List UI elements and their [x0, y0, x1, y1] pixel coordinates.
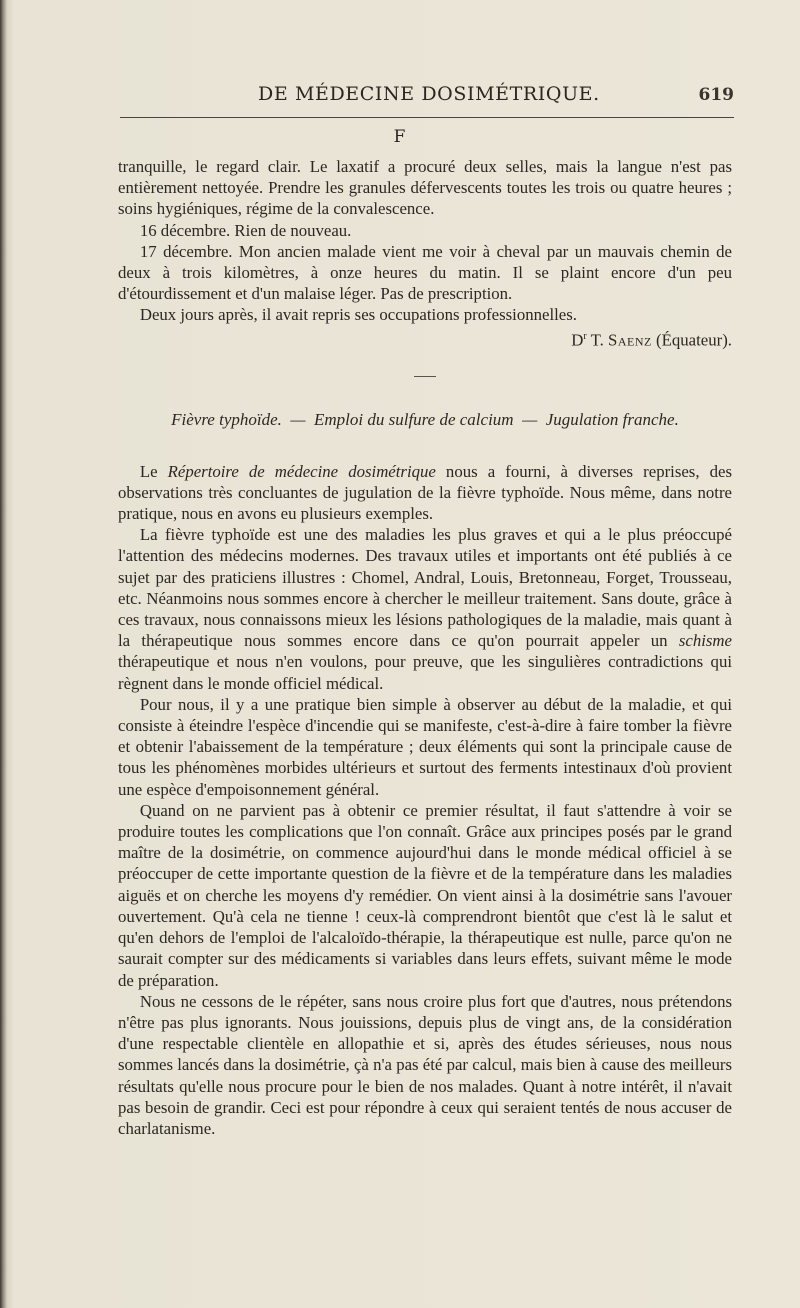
- page-header: [118, 83, 734, 113]
- author-place: (Équateur).: [656, 330, 732, 350]
- p2-part-2: thérapeutique et nous n'en voulons, pour preuve, que les singulières contradictions qui règnent dans le monde officiel médical.: [118, 652, 732, 693]
- article-heading: [118, 409, 732, 430]
- heading-separator-2: —: [522, 410, 538, 430]
- heading-part-1: Fièvre typhoïde.: [171, 410, 282, 430]
- header-rule: [120, 117, 734, 118]
- heading-part-2: Emploi du sulfure de calcium: [314, 410, 514, 430]
- schisme-term: schisme: [678, 631, 732, 651]
- running-title: DE MÉDECINE DOSIMÉTRIQUE.: [258, 83, 600, 105]
- page-body: [118, 156, 732, 1139]
- journal-title: Répertoire de médecine dosimétrique: [167, 461, 436, 481]
- article-paragraph-1: [118, 461, 732, 525]
- article-paragraph-3: Pour nous, il y a une pratique bien simple à observer au début de la maladie, et qui consiste à éteindre l'espèce d'incendie qui se manifeste, c'est-à-dire à faire tomber la fièvre et obtenir l'abaissement de la température ; deux éléments qui sont la principale cause de tous les phénomènes morbides ultérieurs et surtout des ferments intestinaux d'où provient une espèce d'empoisonnement général.: [118, 694, 732, 799]
- p1-rest: nous a fourni, à diverses reprises, des observations très concluantes de jugulation de la fièvre typhoïde. Nous même, dans notre pratique, nous en avons eu plusieurs exemples.: [118, 461, 732, 524]
- p2-part-1: La fièvre typhoïde est une des maladies les plus graves et qui a le plus préoccupé l'attention des médecins modernes. Des travaux utiles et importants ont été publiés à ce sujet par des praticiens illustres : Chomel, Andral, Louis, Bretonneau, Forget, Trousseau, etc. Néanmoins nous sommes encore à chercher le meilleur traitement. Sans doute, grâce à ces travaux, nous connaissons mieux les lésions pathologiques de la maladie, mais quant à la thérapeutique nous sommes encore dans ce qu'on pourrait appeler un: [118, 525, 732, 651]
- author-prefix: D: [571, 330, 584, 350]
- author-signature: [118, 326, 732, 351]
- article-paragraph-2: [118, 524, 732, 694]
- heading-part-3: Jugulation franche.: [545, 410, 679, 430]
- continued-paragraph: tranquille, le regard clair. Le laxatif a procuré deux selles, mais la langue n'est pas entièrement nettoyée. Prendre les granules défervescents toutes les trois ou quatre heures ; soins hygiéniques, régime de la convalescence.: [118, 157, 732, 219]
- p1-lead: Le: [139, 461, 168, 481]
- signature-mark: F: [393, 127, 407, 147]
- article-paragraph-5: Nous ne cessons de le répéter, sans nous croire plus fort que d'autres, nous prétendons n'être pas plus ignorants. Nous jouissions, depuis plus de vingt ans, de la considération d'une respectable clientèle en allopathie et si, après des études sérieuses, nous nous sommes lancés dans la dosimétrie, çà n'a pas été par calcul, mais bien à cause des meilleurs résultats qu'elle nous procure pour le bien de nos malades. Quant à notre intérêt, il n'avait pas besoin de grandir. Ceci est pour répondre à ceux qui seraient tentés de nous accuser de charlatanisme.: [118, 991, 732, 1138]
- author-prefix-sup: r: [583, 330, 587, 342]
- author-initial: T.: [590, 330, 604, 350]
- heading-separator-1: —: [290, 410, 306, 430]
- author-name: Saenz: [608, 330, 652, 350]
- closing-paragraph: Deux jours après, il avait repris ses occupations professionnelles.: [139, 305, 577, 325]
- section-divider: [414, 376, 436, 377]
- article-paragraph-4: Quand on ne parvient pas à obtenir ce premier résultat, il faut s'attendre à voir se produire toutes les complications que l'on connaît. Grâce aux principes posés par le grand maître de la dosimétrie, on commence aujourd'hui dans le monde médical officiel à se préoccuper de cette importante question de la fièvre et de la température dans les maladies aiguës et on cherche les moyens d'y remédier. On vient ainsi à la dosimétrie sans l'avouer ouvertement. Qu'à cela ne tienne ! ceux-là comprendront bientôt que c'est là le salut et qu'en dehors de l'emploi de l'alcaloïdo-thérapie, la thérapeutique est nulle, parce qu'on ne saurait compter sur des médicaments si variables dans leurs effets, suivant même le mode de préparation.: [118, 800, 732, 990]
- entry-december-17: 17 décembre. Mon ancien malade vient me voir à cheval par un mauvais chemin de deux à trois kilomètres, à onze heures du matin. Il se plaint encore d'un peu d'étourdissement et d'un malaise léger. Pas de prescription.: [118, 241, 732, 304]
- entry-december-16: 16 décembre. Rien de nouveau.: [139, 220, 352, 240]
- page-number: 619: [698, 85, 734, 105]
